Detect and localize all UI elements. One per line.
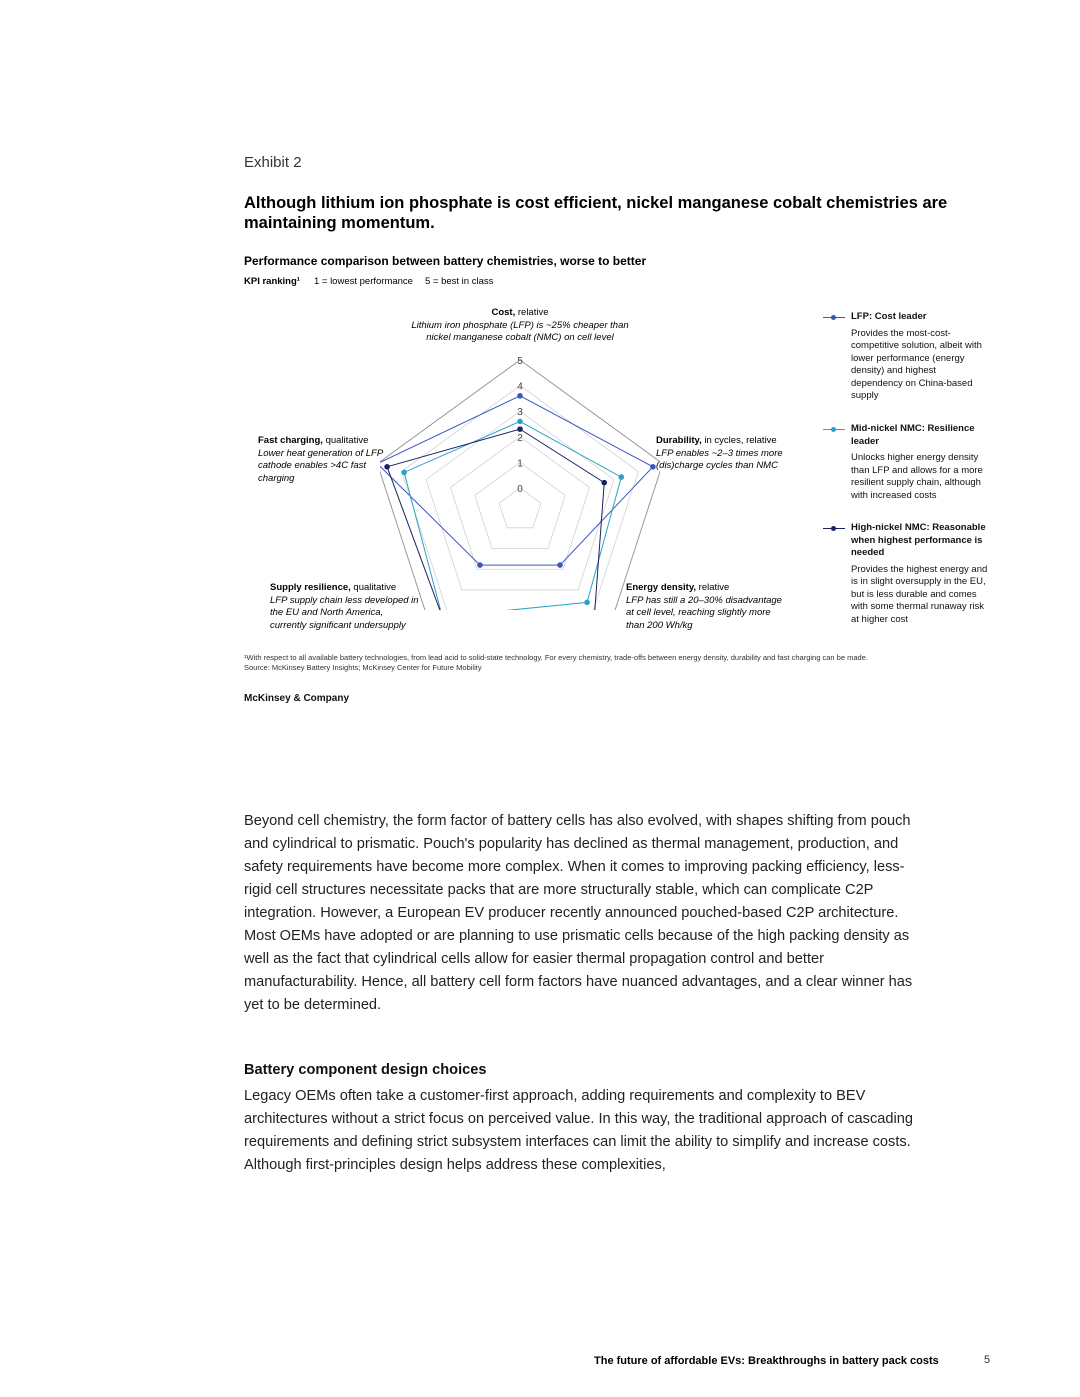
- axis-label-supply-resilience: Supply resilience, qualitative LFP supply chain less developed in the EU and North America, currently significant undersupply: [270, 582, 419, 631]
- exhibit-headline: Although lithium ion phosphate is cost efficient, nickel manganese cobalt chemistries are maintaining momentum.: [244, 194, 948, 232]
- chart-footnote: [244, 653, 984, 673]
- axis-label-cost: Cost, relative Lithium iron phosphate (LFP) is ~25% cheaper than nickel manganese cobalt (NMC) on cell level: [411, 307, 629, 343]
- series-1-point-4: [401, 470, 407, 476]
- series-0-point-1: [650, 464, 656, 470]
- brand-name: McKinsey & Company: [244, 693, 350, 704]
- tick-label-0: 0: [517, 484, 523, 495]
- legend-marker-high-nickel: [823, 528, 845, 529]
- axis-label-durability: Durability, in cycles, relative LFP enables ~2–3 times more (dis)charge cycles than NMC: [656, 435, 783, 471]
- series-0-point-3: [477, 562, 483, 568]
- page-number: 5: [984, 1354, 991, 1366]
- kpi-ranking-key: [244, 276, 505, 287]
- exhibit-label: Exhibit 2: [244, 154, 302, 171]
- kpi-high: 5 = best in class: [424, 276, 494, 287]
- legend-item-lfp: LFP: Cost leader Provides the most-cost-competitive solution, albeit with lower performance (energy density) and highest dependency on China-based supply: [823, 311, 988, 403]
- series-1-point-0: [517, 419, 523, 425]
- series-0-point-0: [517, 393, 523, 399]
- legend-item-mid-nickel: Mid-nickel NMC: Resilience leader Unlocks higher energy density than LFP and allows for a more resilient supply chain, although with increased costs: [823, 423, 988, 502]
- body-paragraph-2: Legacy OEMs often take a customer-first approach, adding requirements and complexity to BEV architectures without a strict focus on perceived value. In this way, the traditional approach of cascading requirements and defining strict subsystem interfaces can limit the ability to simplify and increase costs. Although first-principles design helps address these complexities,: [244, 1088, 913, 1173]
- series-1-point-1: [618, 474, 624, 480]
- footer-title: The future of affordable EVs: Breakthroughs in battery pack costs: [594, 1355, 939, 1367]
- kpi-low: 1 = lowest performance: [313, 276, 413, 287]
- grid-ring-1: [475, 462, 566, 548]
- body-paragraph-1: Beyond cell chemistry, the form factor of battery cells has also evolved, with shapes shifting from pouch and cylindrical to prismatic. Pouch's popularity has declined as thermal management, production, and safety requirements have become more complex. When it comes to improving packing efficiency, less-rigid cell structures necessitate packs that are more structurally stable, which can complicate C2P integration. However, a European EV producer recently announced pouched-based C2P architecture. Most OEMs have adopted or are planning to use prismatic cells because of the high packing density as well as the fact that cylindrical cells allow for easier thermal propagation control and better manufacturability. Hence, all battery cell form factors have nuanced advantages, and a clear winner has yet to be determined.: [244, 813, 913, 1013]
- axis-label-fast-charging: Fast charging, qualitative Lower heat generation of LFP cathode enables >4C fast charging: [258, 435, 383, 484]
- tick-label-4: 4: [517, 381, 523, 393]
- series-2-point-4: [384, 464, 390, 470]
- kpi-label: KPI ranking¹: [244, 276, 300, 287]
- series-line-1: [404, 421, 621, 610]
- tick-label-5: 5: [517, 356, 523, 367]
- tick-label-2: 2: [517, 432, 523, 444]
- series-line-0: [380, 396, 653, 565]
- chart-subtitle: Performance comparison between battery chemistries, worse to better: [244, 254, 647, 268]
- series-2-point-0: [517, 426, 523, 432]
- legend-marker-mid-nickel: [823, 429, 845, 430]
- source-text: Source: McKinsey Battery Insights; McKinsey Center for Future Mobility: [244, 663, 482, 672]
- legend-item-high-nickel: High-nickel NMC: Reasonable when highest performance is needed Provides the highest energy and is in slight oversupply in the EU, but is less durable and comes with some thermal runaway risk at higher cost: [823, 522, 988, 626]
- series-2-point-1: [601, 480, 607, 486]
- section-heading: Battery component design choices: [244, 1062, 487, 1078]
- tick-label-3: 3: [517, 407, 523, 419]
- series-0-point-2: [557, 562, 563, 568]
- tick-label-1: 1: [517, 458, 523, 470]
- footnote-text: ¹With respect to all available battery technologies, from lead acid to solid-state technology. For every chemistry, trade-offs between energy density, durability and fast charging can be made.: [244, 653, 868, 662]
- legend-marker-lfp: [823, 317, 845, 318]
- radar-chart: [380, 350, 660, 610]
- series-1-point-2: [584, 600, 590, 606]
- grid-ring-2: [450, 437, 589, 569]
- axis-label-energy-density: Energy density, relative LFP has still a 20–30% disadvantage at cell level, reaching slightly more than 200 Wh/kg: [626, 582, 782, 631]
